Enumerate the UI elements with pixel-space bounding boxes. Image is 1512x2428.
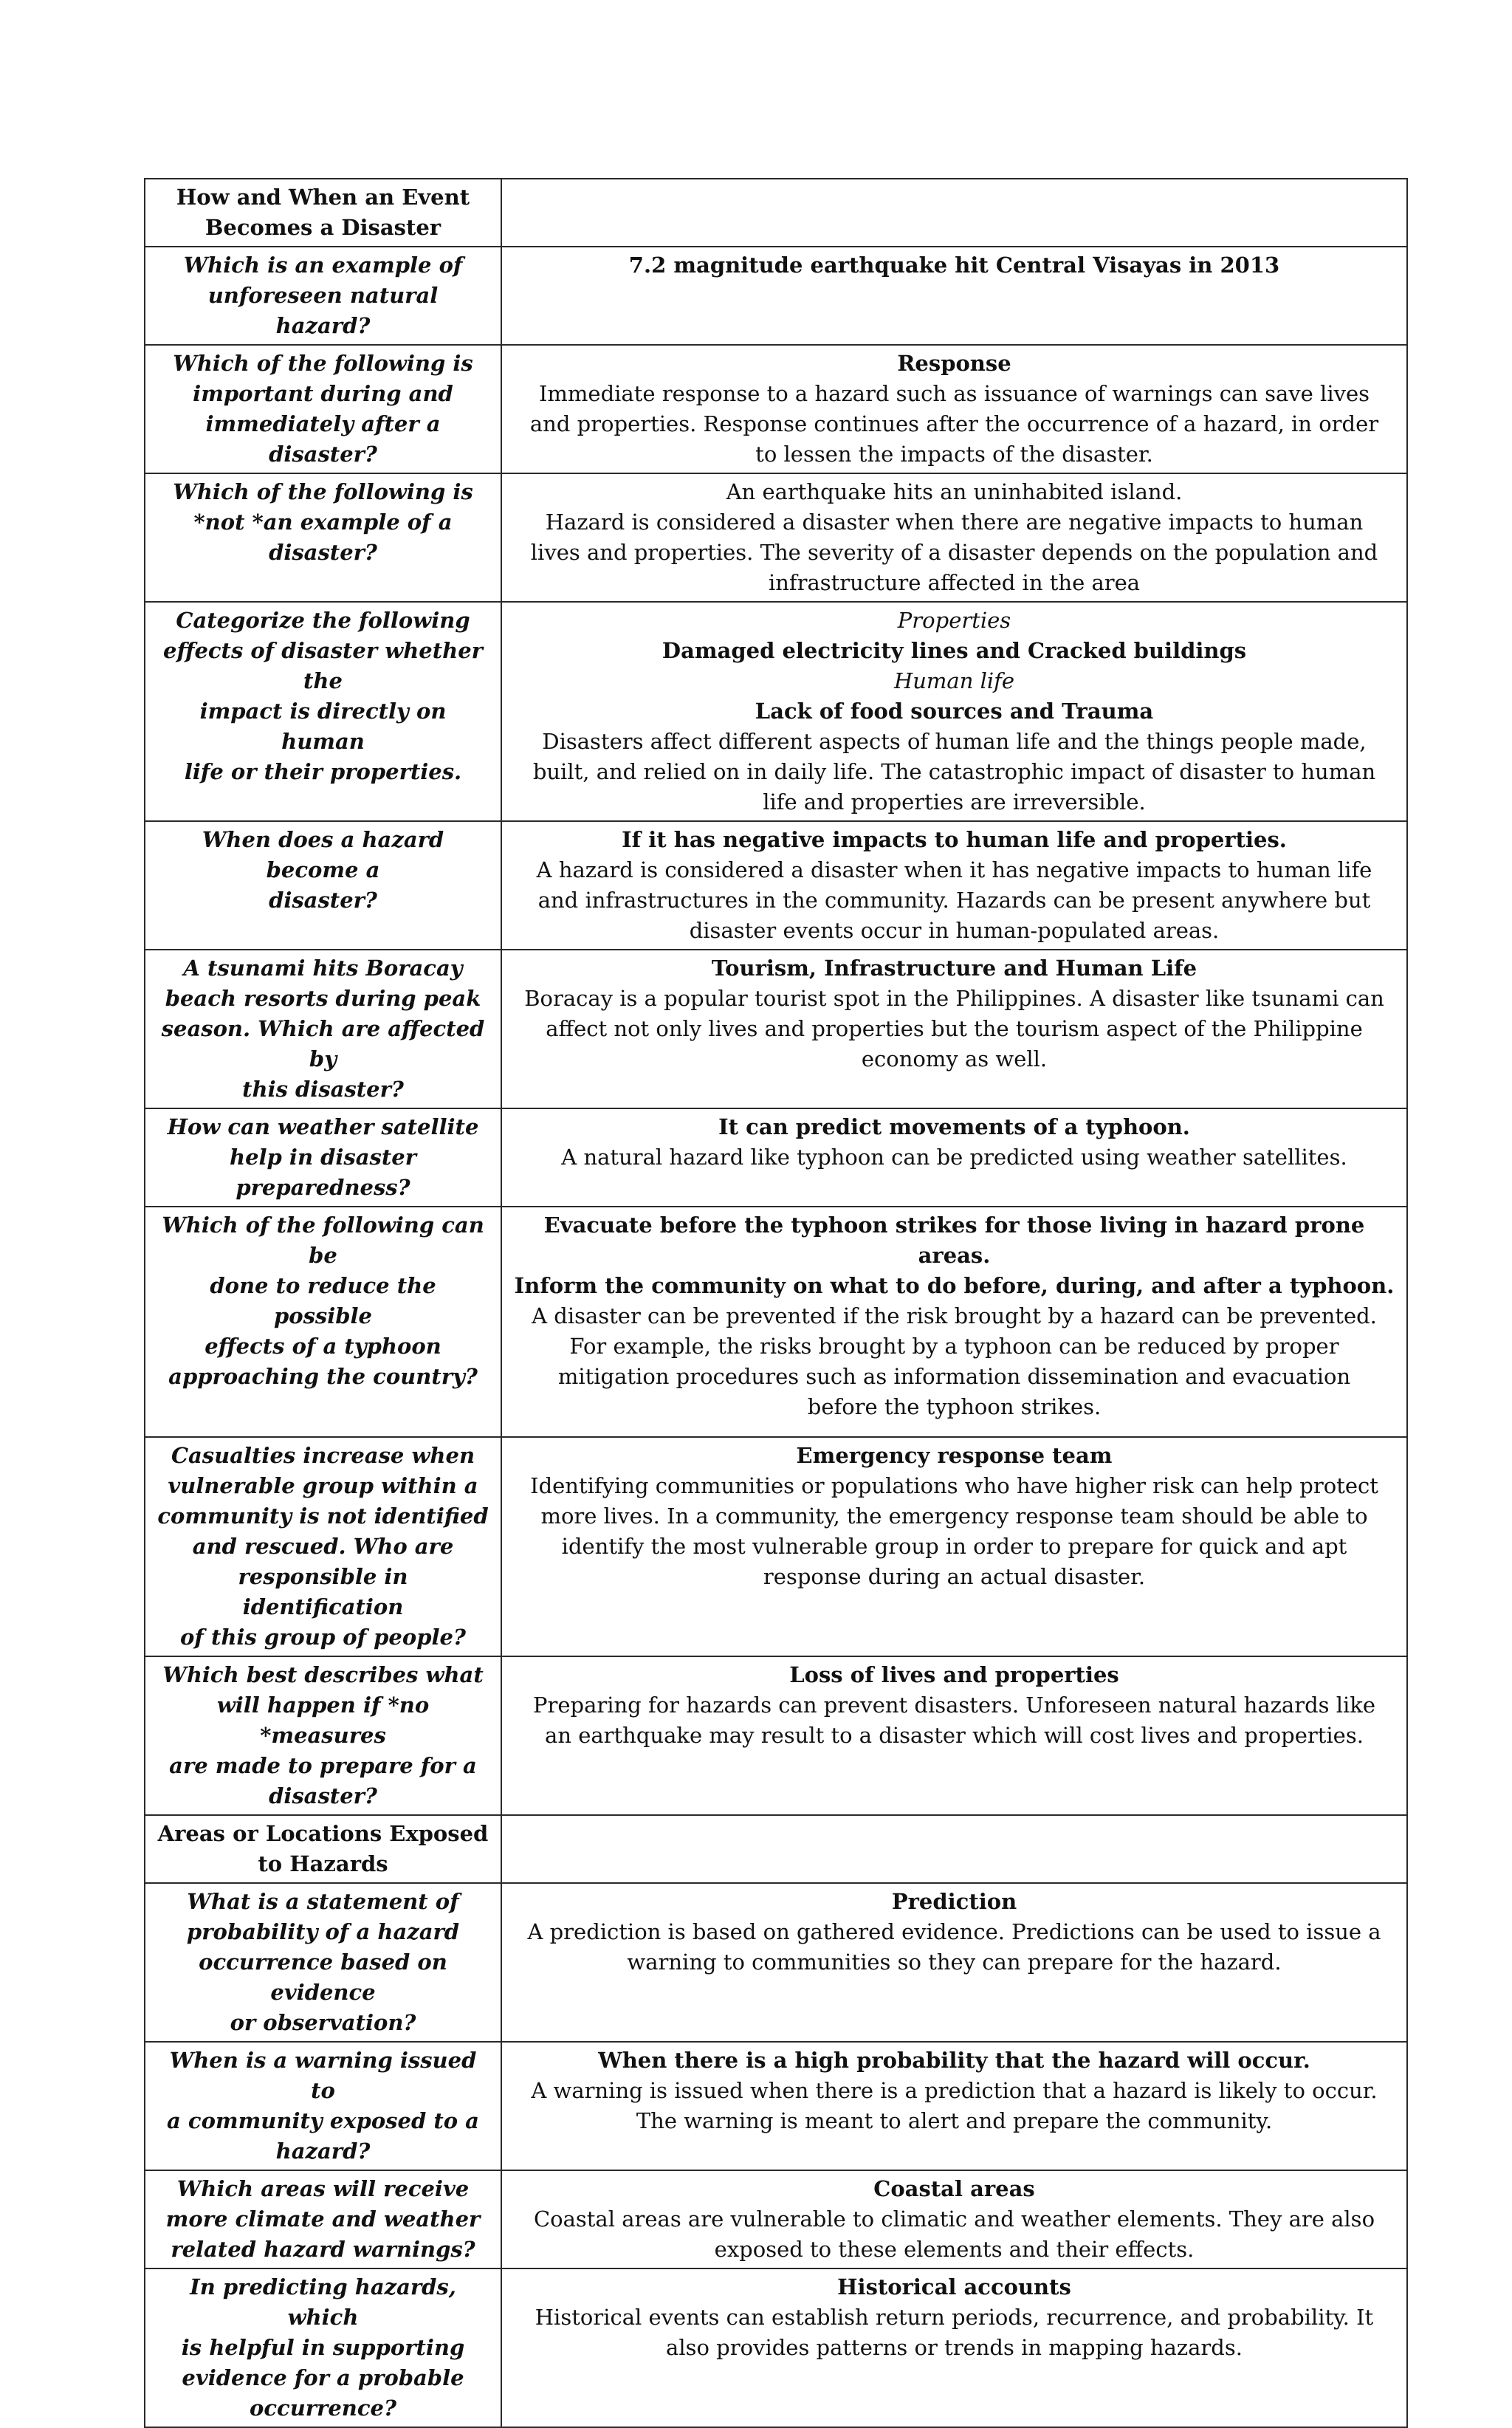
answer-cell — [501, 179, 1407, 247]
question-line: disaster? — [269, 540, 377, 565]
qa-row — [145, 2170, 1407, 2268]
qa-row — [145, 2042, 1407, 2170]
question-line: is helpful in supporting — [181, 2335, 465, 2360]
question-line: When is a warning issued to — [169, 2048, 477, 2103]
answer-explanation-line: exposed to these elements and their effects. — [714, 2237, 1195, 2262]
section-title-cell — [145, 179, 501, 247]
question-line: this disaster? — [242, 1077, 404, 1102]
answer-cell — [501, 1437, 1407, 1656]
answer-explanation-line: Hazard is considered a disaster when there are negative impacts to human — [545, 510, 1364, 535]
answer-explanation-line: Immediate response to a hazard such as issuance of warnings can save lives — [538, 381, 1370, 406]
answer-explanation-line: economy as well. — [861, 1046, 1048, 1071]
answer-cell — [501, 1815, 1407, 1883]
question-line: will happen if *no *measures — [216, 1693, 430, 1748]
question-cell — [145, 473, 501, 602]
answer-explanation-line: Disasters affect different aspects of human life and the things people made, — [542, 729, 1367, 754]
answer-explanation-line: more lives. In a community, the emergency response team should be able to — [540, 1503, 1368, 1529]
answer-explanation-line: life and properties are irreversible. — [763, 789, 1146, 815]
question-line: effects of disaster whether the — [163, 638, 483, 693]
answer-key-line: Response — [897, 351, 1011, 376]
question-line: important during and — [193, 381, 453, 406]
question-cell — [145, 1437, 501, 1656]
answer-cell — [501, 345, 1407, 473]
question-cell — [145, 821, 501, 950]
question-cell — [145, 950, 501, 1108]
question-line: Which of the following is — [173, 351, 473, 376]
answer-cell — [501, 473, 1407, 602]
answer-category-line: Human life — [893, 668, 1015, 693]
question-cell — [145, 345, 501, 473]
question-line: *not *an example of a — [193, 510, 453, 535]
answer-explanation-line: infrastructure affected in the area — [768, 570, 1141, 595]
answer-cell — [501, 247, 1407, 345]
question-line: Becomes a Disaster — [205, 215, 441, 240]
question-cell — [145, 602, 501, 821]
qa-row — [145, 950, 1407, 1108]
question-line: Casualties increase when — [171, 1443, 475, 1468]
answer-explanation-line: also provides patterns or trends in mapping hazards. — [666, 2335, 1243, 2360]
answer-explanation-line: to lessen the impacts of the disaster. — [755, 442, 1153, 467]
question-line: What is a statement of — [187, 1889, 459, 1914]
answer-explanation-line: Boracay is a popular tourist spot in the Philippines. A disaster like tsunami can — [524, 986, 1384, 1011]
question-line: life or their properties. — [184, 759, 462, 784]
answer-explanation-line: Identifying communities or populations who have higher risk can help protect — [530, 1473, 1378, 1498]
qa-row — [145, 1437, 1407, 1656]
section-header-row — [145, 1815, 1407, 1883]
answer-key-line: If it has negative impacts to human life and properties. — [622, 827, 1287, 852]
question-line: In predicting hazards, which — [190, 2274, 456, 2330]
qa-row — [145, 1108, 1407, 1207]
question-line: When does a hazard become a — [202, 827, 444, 882]
question-line: How and When an Event — [176, 185, 470, 210]
question-cell — [145, 247, 501, 345]
answer-key-line: 7.2 magnitude earthquake hit Central Visayas in 2013 — [628, 253, 1280, 278]
question-line: vulnerable group within a — [168, 1473, 478, 1498]
answer-explanation-line: warning to communities so they can prepare for the hazard. — [627, 1949, 1282, 1975]
answer-explanation-line: Preparing for hazards can prevent disasters. Unforeseen natural hazards like — [532, 1693, 1376, 1718]
answer-category-line: Properties — [897, 608, 1011, 633]
answer-cell — [501, 1883, 1407, 2042]
question-line: immediately after a disaster? — [205, 411, 441, 467]
answer-key-line: When there is a high probability that the hazard will occur. — [598, 2048, 1310, 2073]
answer-cell — [501, 2042, 1407, 2170]
answer-explanation-line: disaster events occur in human-populated areas. — [689, 918, 1220, 943]
qa-row — [145, 345, 1407, 473]
question-line: are made to prepare for a — [169, 1753, 477, 1778]
answer-key-line: Tourism, Infrastructure and Human Life — [711, 956, 1197, 981]
question-line: or observation? — [230, 2010, 416, 2035]
answer-key-line: Lack of food sources and Trauma — [755, 699, 1154, 724]
question-line: Which of the following can be — [162, 1213, 484, 1268]
answer-explanation-line: A warning is issued when there is a prediction that a hazard is likely to occur. — [531, 2078, 1378, 2103]
question-line: occurrence? — [250, 2396, 396, 2421]
question-cell — [145, 1656, 501, 1815]
question-line: done to reduce the possible — [210, 1273, 436, 1328]
answer-cell — [501, 950, 1407, 1108]
question-line: disaster? — [269, 888, 377, 913]
question-line: disaster? — [269, 1783, 377, 1808]
qa-row — [145, 602, 1407, 821]
answer-explanation-line: Coastal areas are vulnerable to climatic and weather elements. They are also — [533, 2206, 1375, 2232]
qa-table-body — [145, 179, 1407, 2427]
question-line: A tsunami hits Boracay — [183, 956, 463, 981]
answer-cell — [501, 1656, 1407, 1815]
question-line: Which is an example of — [183, 253, 463, 278]
qa-row — [145, 473, 1407, 602]
answer-explanation-line: The warning is meant to alert and prepare the community. — [636, 2108, 1273, 2133]
answer-cell — [501, 2170, 1407, 2268]
section-title-cell — [145, 1815, 501, 1883]
question-line: and rescued. Who are — [192, 1534, 454, 1559]
question-line: more climate and weather — [165, 2206, 481, 2232]
answer-cell — [501, 2268, 1407, 2427]
question-line: to Hazards — [258, 1851, 388, 1876]
question-line: effects of a typhoon — [205, 1334, 441, 1359]
answer-key-line: Damaged electricity lines and Cracked buildings — [662, 638, 1247, 663]
question-line: Which areas will receive — [176, 2176, 470, 2201]
qa-row — [145, 1656, 1407, 1815]
answer-cell — [501, 1207, 1407, 1437]
question-line: help in disaster preparedness? — [230, 1145, 416, 1200]
qa-row — [145, 1883, 1407, 2042]
answer-cell — [501, 821, 1407, 950]
answer-explanation-line: A hazard is considered a disaster when it has negative impacts to human life — [536, 857, 1372, 882]
qa-row — [145, 821, 1407, 950]
answer-explanation-line: before the typhoon strikes. — [807, 1394, 1102, 1419]
question-line: Which best describes what — [162, 1662, 484, 1687]
question-cell — [145, 2042, 501, 2170]
answer-explanation-line: response during an actual disaster. — [763, 1564, 1146, 1589]
question-cell — [145, 2170, 501, 2268]
answer-key-line: Inform the community on what to do before, during, and after a typhoon. — [514, 1273, 1395, 1298]
answer-cell — [501, 602, 1407, 821]
question-line: probability of a hazard — [186, 1919, 460, 1944]
answer-explanation-line: lives and properties. The severity of a disaster depends on the population and — [530, 540, 1378, 565]
qa-row — [145, 1207, 1407, 1437]
question-line: a community exposed to a — [167, 2108, 479, 2133]
question-line: related hazard warnings? — [171, 2237, 475, 2262]
answer-explanation-line: For example, the risks brought by a typhoon can be reduced by proper — [569, 1334, 1339, 1359]
question-line: beach resorts during peak — [165, 986, 481, 1011]
question-line: impact is directly on human — [199, 699, 447, 754]
answer-key-line: It can predict movements of a typhoon. — [718, 1114, 1190, 1139]
answer-explanation-line: A natural hazard like typhoon can be predicted using weather satellites. — [561, 1145, 1347, 1170]
answer-cell — [501, 1108, 1407, 1207]
question-line: approaching the country? — [168, 1364, 478, 1389]
answer-key-line: Loss of lives and properties — [789, 1662, 1119, 1687]
answer-key-line: Historical accounts — [837, 2274, 1071, 2300]
question-line: Areas or Locations Exposed — [157, 1821, 489, 1846]
answer-key-line: Emergency response team — [796, 1443, 1113, 1468]
question-line: How can weather satellite — [167, 1114, 479, 1139]
question-line: Which of the following is — [173, 479, 473, 504]
qa-table — [144, 178, 1408, 2428]
question-cell — [145, 1207, 501, 1437]
answer-key-line: Coastal areas — [873, 2176, 1035, 2201]
question-line: occurrence based on evidence — [199, 1949, 447, 2005]
answer-explanation-line: mitigation procedures such as information dissemination and evacuation — [557, 1364, 1351, 1389]
question-line: unforeseen natural hazard? — [207, 283, 439, 338]
qa-row — [145, 247, 1407, 345]
question-line: community is not identified — [157, 1503, 489, 1529]
answer-explanation-line: A disaster can be prevented if the risk brought by a hazard can be prevented. — [532, 1303, 1377, 1328]
answer-explanation-line: built, and relied on in daily life. The catastrophic impact of disaster to human — [532, 759, 1376, 784]
answer-explanation-line: An earthquake hits an uninhabited island. — [726, 479, 1183, 504]
section-header-row — [145, 179, 1407, 247]
answer-key-line: Prediction — [891, 1889, 1017, 1914]
question-cell — [145, 1883, 501, 2042]
question-line: season. Which are affected by — [161, 1016, 485, 1071]
answer-explanation-line: and properties. Response continues after the occurrence of a hazard, in order — [529, 411, 1379, 436]
answer-key-line: Evacuate before the typhoon strikes for those living in hazard prone areas. — [543, 1213, 1365, 1268]
answer-explanation-line: and infrastructures in the community. Hazards can be present anywhere but — [537, 888, 1371, 913]
question-line: hazard? — [275, 2139, 371, 2164]
answer-explanation-line: affect not only lives and properties but the tourism aspect of the Philippine — [546, 1016, 1363, 1041]
question-line: evidence for a probable — [182, 2365, 464, 2390]
question-line: of this group of people? — [180, 1625, 466, 1650]
answer-explanation-line: identify the most vulnerable group in order to prepare for quick and apt — [561, 1534, 1347, 1559]
question-cell — [145, 2268, 501, 2427]
answer-explanation-line: an earthquake may result to a disaster which will cost lives and properties. — [545, 1723, 1364, 1748]
answer-explanation-line: A prediction is based on gathered evidence. Predictions can be used to issue a — [527, 1919, 1381, 1944]
answer-explanation-line: Historical events can establish return periods, recurrence, and probability. It — [535, 2305, 1374, 2330]
question-line: Categorize the following — [176, 608, 470, 633]
question-cell — [145, 1108, 501, 1207]
question-line: responsible in identification — [238, 1564, 408, 1619]
qa-row — [145, 2268, 1407, 2427]
